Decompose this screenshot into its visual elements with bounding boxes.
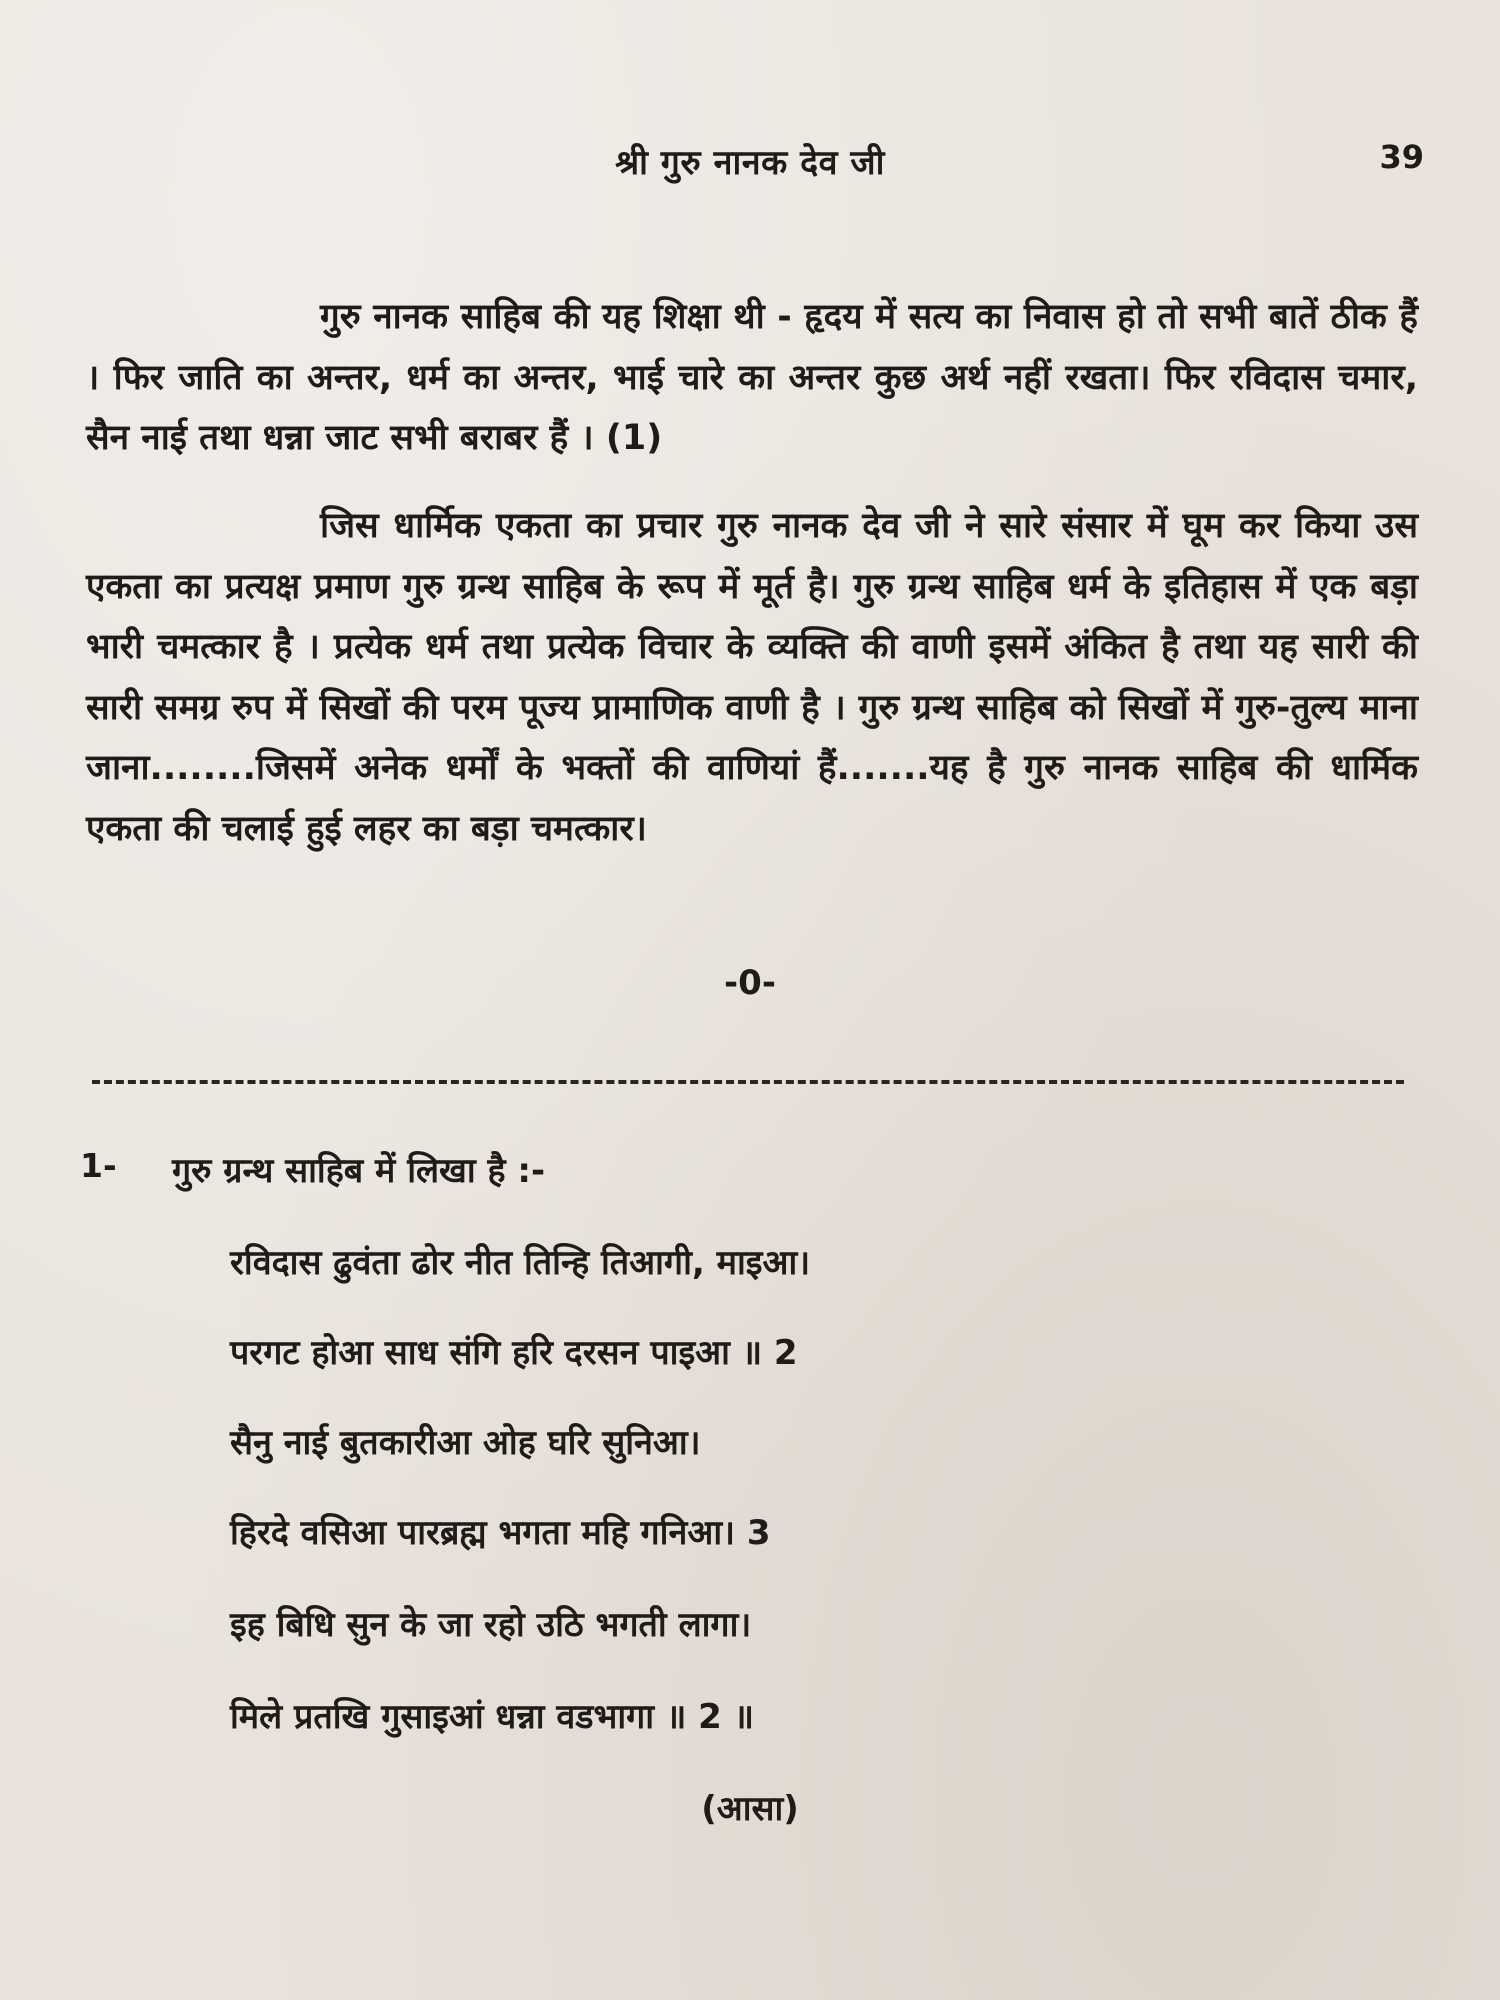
verse-line: परगट होआ साध संगि हरि दरसन पाइआ ॥ 2 — [230, 1333, 798, 1373]
verse-line: सैनु नाई बुतकारीआ ओह घरि सुनिआ। — [230, 1423, 701, 1463]
footnote-number: 1- — [80, 1146, 117, 1185]
verse-line: मिले प्रतखि गुसाइआं धन्ना वडभागा ॥ 2 ॥ — [230, 1697, 755, 1737]
body-paragraph-2: जिस धार्मिक एकता का प्रचार गुरु नानक देव जी ने सारे संसार में घूम कर किया उस एकता का प्रत्यक्ष प्रमाण गुरु ग्रन्थ साहिब के रूप में मूर्त है। गुरु ग्रन्थ साहिब धर्म के इतिहास में एक बड़ा भारी चमत्कार है । प्रत्येक धर्म तथा प्रत्येक विचार के व्यक्ति की वाणी इसमें अंकित है तथा यह सारी की सारी समग्र रुप में सिखों की परम पूज्य प्रामाणिक वाणी है । गुरु ग्रन्थ साहिब को सिखों में गुरु-तुल्य माना जाना........जिसमें अनेक धर्मों के भक्तों की वाणियां हैं.......यह है गुरु नानक साहिब की धार्मिक एकता की चलाई हुई लहर का बड़ा चमत्कार। — [86, 506, 1418, 849]
footnote-intro: गुरु ग्रन्थ साहिब में लिखा है :- — [172, 1151, 546, 1191]
running-header-title: श्री गुरु नानक देव जी — [615, 143, 885, 183]
footnote-divider — [92, 1080, 1404, 1084]
verse-line: रविदास ढुवंता ढोर नीत तिन्हि तिआगी, माइआ। — [230, 1243, 811, 1283]
body-paragraph-1: गुरु नानक साहिब की यह शिक्षा थी - हृदय में सत्य का निवास हो तो सभी बातें ठीक हैं । फिर जाति का अन्तर, धर्म का अन्तर, भाई चारे का अन्तर कुछ अर्थ नहीं रखता। फिर रविदास चमार, सैन नाई तथा धन्ना जाट सभी बराबर हैं । (1) — [86, 297, 1418, 458]
verse-source: (आसा) — [701, 1789, 799, 1829]
verse-line: इह बिधि सुन के जा रहो उठि भगती लागा। — [230, 1605, 752, 1645]
section-end-mark: -0- — [724, 963, 776, 1003]
verse-line: हिरदे वसिआ पारब्रह्म भगता महि गनिआ। 3 — [230, 1513, 771, 1553]
page-number: 39 — [1379, 138, 1424, 176]
